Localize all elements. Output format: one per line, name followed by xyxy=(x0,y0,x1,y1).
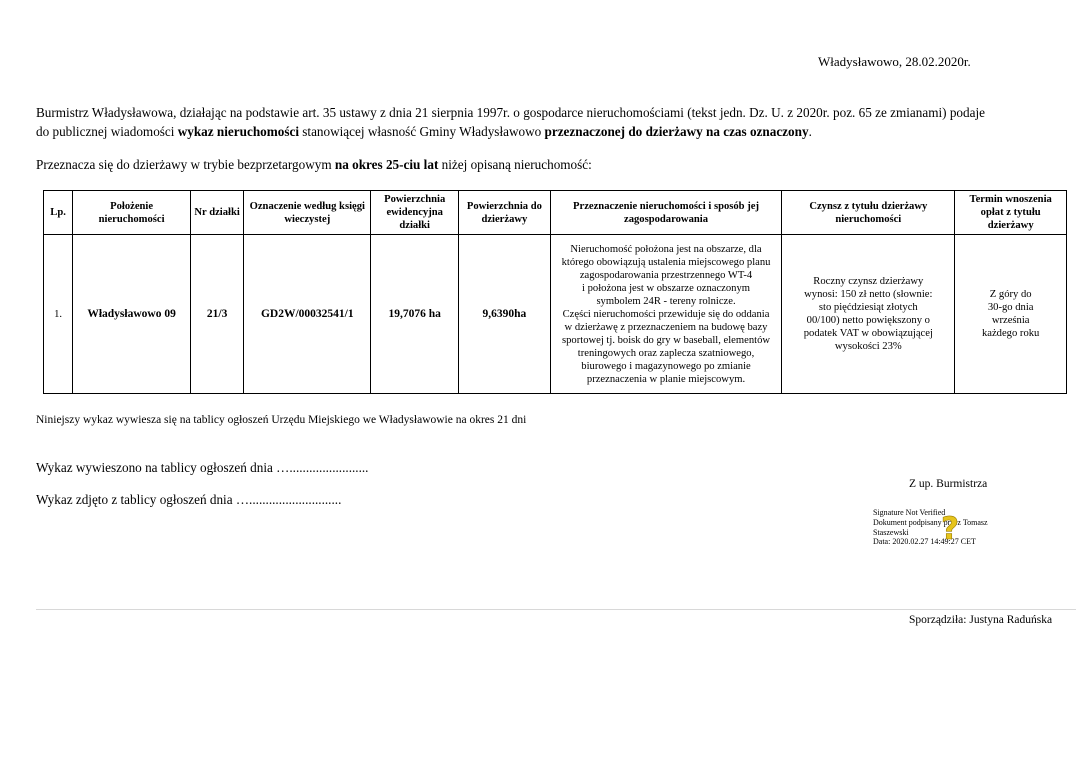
cell-plot: 21/3 xyxy=(191,235,244,394)
header-plot: Nr działki xyxy=(191,191,244,235)
header-purpose: Przeznaczenie nieruchomości i sposób jej zagospodarowania xyxy=(550,191,782,235)
signature-status: Signature Not Verified xyxy=(873,508,946,517)
header-land-register: Oznaczenie według księgi wieczystej xyxy=(244,191,371,235)
term-line: każdego roku xyxy=(981,328,1040,339)
rent-line: Roczny czynsz dzierżawy xyxy=(813,276,924,287)
header-area-lease: Powierzchnia do dzierżawy xyxy=(459,191,551,235)
signature-signer: Dokument podpisany przez Tomasz xyxy=(873,517,988,527)
purpose-line: i położona jest w obszarze oznaczonym xyxy=(582,282,750,294)
purpose-line: sportowej tj. boisk do gry w baseball, elementów xyxy=(562,334,771,346)
purpose-line: Części nieruchomości przewiduje się do oddania xyxy=(562,308,770,320)
header-area-total: Powierzchnia ewidencyjna działki xyxy=(371,191,459,235)
term-line: września xyxy=(991,315,1030,326)
purpose-line: zagospodarowania przestrzennego WT-4 xyxy=(579,269,753,281)
purpose-period: na okres 25-ciu lat xyxy=(334,157,439,172)
cell-area-lease: 9,6390ha xyxy=(459,235,551,394)
posted-date-line: Wykaz wywieszono na tablicy ogłoszeń dnia …........................ xyxy=(36,460,369,475)
intro-text: do publicznej wiadomości xyxy=(36,124,178,139)
removed-date-line: Wykaz zdjęto z tablicy ogłoszeń dnia …............................ xyxy=(36,492,342,507)
digital-signature-block xyxy=(873,508,1023,547)
cell-location: Władysławowo 09 xyxy=(73,235,191,394)
signature-date: Data: 2020.02.27 14:49:27 CET xyxy=(873,537,976,547)
purpose-text: niżej opisaną nieruchomość: xyxy=(438,157,592,172)
cell-land-register: GD2W/00032541/1 xyxy=(244,235,371,394)
table-header-row xyxy=(44,191,1067,235)
term-line: 30-go dnia xyxy=(987,302,1034,313)
purpose-line: którego obowiązują ustalenia miejscowego planu xyxy=(561,256,771,268)
rent-line: podatek VAT w obowiązującej xyxy=(803,328,933,339)
purpose-line: symbolem 24R - tereny rolnicze. xyxy=(596,295,736,307)
place-date: Władysławowo, 28.02.2020r. xyxy=(818,54,971,69)
cell-term xyxy=(955,235,1067,394)
cell-lp: 1. xyxy=(44,235,73,394)
for-mayor-label: Z up. Burmistrza xyxy=(909,478,988,490)
purpose-line: treningowych oraz zaplecza szatniowego, xyxy=(577,347,755,359)
signature-signer-name: Staszewski xyxy=(873,527,909,537)
purpose-text: Przeznacza się do dzierżawy w trybie bezprzetargowym xyxy=(36,157,335,172)
purpose-line: przeznaczenia w planie miejscowym. xyxy=(586,373,746,385)
intro-text: . xyxy=(808,124,812,139)
intro-bold-lease: przeznaczonej do dzierżawy na czas oznaczony xyxy=(544,124,809,139)
header-location: Położenie nieruchomości xyxy=(73,191,191,235)
purpose-line xyxy=(36,157,592,173)
cell-area-total: 19,7076 ha xyxy=(371,235,459,394)
property-table xyxy=(43,190,1067,394)
prepared-by: Sporządziła: Justyna Raduńska xyxy=(909,614,1053,626)
table-row xyxy=(44,235,1067,394)
term-line: Z góry do xyxy=(989,289,1032,300)
purpose-line: w dzierżawę z przeznaczeniem na budowę bazy xyxy=(564,321,768,333)
intro-line-2 xyxy=(36,122,1082,141)
rent-line: 00/100) netto powiększony o xyxy=(806,315,930,326)
rent-line: wynosi: 150 zł netto (słownie: xyxy=(804,289,933,300)
svg-text:?: ? xyxy=(941,511,959,544)
display-notice: Niniejszy wykaz wywiesza się na tablicy ogłoszeń Urzędu Miejskiego we Władysławowie na okres 21 dni xyxy=(36,414,527,426)
intro-text: stanowiącej własność Gminy Władysławowo xyxy=(298,124,545,139)
cell-purpose xyxy=(550,235,782,394)
header-term: Termin wnoszenia opłat z tytułu dzierżawy xyxy=(955,191,1067,235)
intro-paragraph xyxy=(36,103,1082,141)
intro-bold-wykaz: wykaz nieruchomości xyxy=(177,124,299,139)
question-mark-icon xyxy=(939,510,961,544)
header-lp: Lp. xyxy=(44,191,73,235)
rent-line: wysokości 23% xyxy=(834,341,902,352)
cell-rent xyxy=(782,235,955,394)
purpose-line: biurowego i magazynowego po zmianie xyxy=(581,360,751,372)
rent-line: sto pięćdziesiąt złotych xyxy=(818,302,918,313)
footer-divider xyxy=(36,609,1076,610)
intro-line-1: Burmistrz Władysławowa, działając na podstawie art. 35 ustawy z dnia 21 sierpnia 1997r. o gospodarce nieruchomościami (tekst jedn. Dz. U. z 2020r. poz. 65 ze zmianami) podaje xyxy=(36,105,985,120)
header-rent: Czynsz z tytułu dzierżawy nieruchomości xyxy=(782,191,955,235)
purpose-line: Nieruchomość położona jest na obszarze, dla xyxy=(570,243,762,255)
